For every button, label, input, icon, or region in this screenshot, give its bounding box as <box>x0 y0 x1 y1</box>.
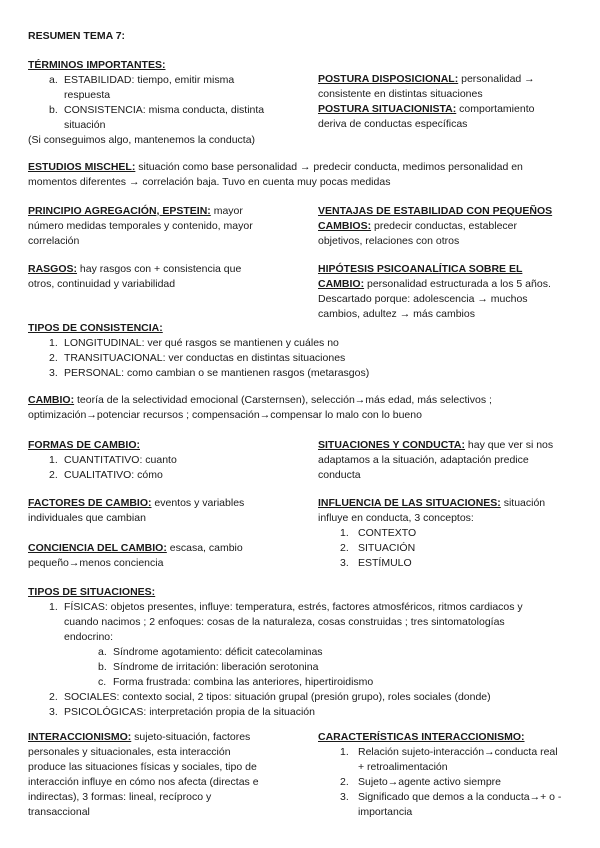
conciencia-heading: CONCIENCIA DEL CAMBIO: <box>28 542 167 554</box>
rasgos-heading: RASGOS: <box>28 263 78 275</box>
tipos-consistencia-heading: TIPOS DE CONSISTENCIA: <box>28 322 163 334</box>
factores-text: eventos y variables <box>151 497 245 509</box>
list-text: importancia <box>358 806 413 818</box>
list-item <box>28 600 583 645</box>
list-item <box>28 705 583 720</box>
list-item <box>28 453 298 468</box>
postura-disp-heading: POSTURA DISPOSICIONAL: <box>318 73 459 85</box>
list-number: a. <box>49 74 58 86</box>
mischel-text: situación como base personalidad → predecir conducta, medimos personalidad en <box>135 161 523 173</box>
list-text: PSICOLÓGICAS: interpretación propia de la situación <box>64 706 315 718</box>
list-text: ESTÍMULO <box>358 557 412 569</box>
list-item <box>28 103 298 133</box>
interaccionismo-text: personales y situacionales, esta interacción <box>28 746 231 758</box>
ventajas-text: objetivos, relaciones con otros <box>318 235 460 247</box>
list-item <box>318 790 583 820</box>
tipos-situaciones-section <box>28 585 583 720</box>
cambio-text: optimización→potenciar recursos ; compensación→compensar lo malo con lo bueno <box>28 409 422 421</box>
interaccionismo-text: interacción influye en cómo nos afecta (directas e <box>28 776 259 788</box>
situaciones-conducta-text: adaptamos a la situación, adaptación predice <box>318 454 529 466</box>
cambio-heading: CAMBIO: <box>28 394 75 406</box>
influencia-text: influye en conducta, 3 conceptos: <box>318 512 474 524</box>
postura-section <box>318 72 578 132</box>
influencia-text: situación <box>500 497 546 509</box>
list-number: 1. <box>340 527 349 539</box>
rasgos-section <box>28 262 298 292</box>
list-item <box>28 366 578 381</box>
list-number: 1. <box>49 454 58 466</box>
list-text: CUALITATIVO: cómo <box>64 469 163 481</box>
list-item <box>318 745 583 775</box>
terminos-section <box>28 58 298 148</box>
hipotesis-text: Descartado porque: adolescencia → muchos <box>318 293 528 305</box>
situaciones-conducta-heading: SITUACIONES Y CONDUCTA: <box>318 439 466 451</box>
list-number: 2. <box>49 469 58 481</box>
ventajas-heading: VENTAJAS DE ESTABILIDAD CON PEQUEÑOS <box>318 205 553 217</box>
list-text: Sujeto→agente activo siempre <box>358 776 501 788</box>
mischel-section <box>28 160 578 190</box>
terminos-heading: TÉRMINOS IMPORTANTES: <box>28 59 166 71</box>
influencia-section <box>318 496 578 571</box>
list-number: 3. <box>49 706 58 718</box>
cambio-section <box>28 393 583 423</box>
agregacion-text: correlación <box>28 235 80 247</box>
list-item <box>318 526 578 541</box>
mischel-heading: ESTUDIOS MISCHEL: <box>28 161 136 173</box>
list-number: 2. <box>49 691 58 703</box>
list-number: 3. <box>49 367 58 379</box>
factores-heading: FACTORES DE CAMBIO: <box>28 497 152 509</box>
rasgos-text: otros, continuidad y variabilidad <box>28 278 176 290</box>
factores-section <box>28 496 298 526</box>
factores-text: individuales que cambian <box>28 512 146 524</box>
agregacion-text: número medidas temporales y contenido, mayor <box>28 220 253 232</box>
list-item <box>28 660 583 675</box>
list-text: Síndrome de irritación: liberación serotonina <box>113 661 319 673</box>
list-number: a. <box>98 646 107 658</box>
list-item <box>318 541 578 556</box>
hipotesis-heading: HIPÓTESIS PSICOANALÍTICA SOBRE EL <box>318 263 523 275</box>
list-text: LONGITUDINAL: ver qué rasgos se mantienen y cuáles no <box>64 337 339 349</box>
influencia-heading: INFLUENCIA DE LAS SITUACIONES: <box>318 497 501 509</box>
conciencia-section <box>28 541 298 571</box>
interaccionismo-text: produce las situaciones físicas y sociales, tipo de <box>28 761 257 773</box>
ventajas-heading: CAMBIOS: <box>318 220 372 232</box>
hipotesis-text: cambios, adultez → más cambios <box>318 308 475 320</box>
list-number: 3. <box>340 557 349 569</box>
list-number: 1. <box>49 601 58 613</box>
postura-disp-text: consistente en distintas situaciones <box>318 88 483 100</box>
postura-sit-heading: POSTURA SITUACIONISTA: <box>318 103 457 115</box>
caracteristicas-heading: CARACTERÍSTICAS INTERACCIONISMO: <box>318 731 525 743</box>
ventajas-text: predecir conductas, establecer <box>371 220 518 232</box>
list-number: b. <box>49 104 58 116</box>
list-item <box>28 468 298 483</box>
postura-disp-text: personalidad → <box>458 73 535 85</box>
postura-sit-text: deriva de conductas específicas <box>318 118 468 130</box>
list-text: CONSISTENCIA: misma conducta, distinta <box>64 104 265 116</box>
list-number: c. <box>98 676 107 688</box>
list-text: FÍSICAS: objetos presentes, influye: temperatura, estrés, factores atmosféricos, ritmos cardiacos y <box>64 601 523 613</box>
document-title: RESUMEN TEMA 7: <box>28 30 126 42</box>
interaccionismo-heading: INTERACCIONISMO: <box>28 731 132 743</box>
list-number: b. <box>98 661 107 673</box>
list-text: PERSONAL: como cambian o se mantienen rasgos (metarasgos) <box>64 367 370 379</box>
list-text: Relación sujeto-interacción→conducta real <box>358 746 558 758</box>
conciencia-text: pequeño→menos conciencia <box>28 557 164 569</box>
list-text: TRANSITUACIONAL: ver conductas en distintas situaciones <box>64 352 346 364</box>
postura-sit-text: comportamiento <box>456 103 535 115</box>
list-item <box>28 336 578 351</box>
list-text: cuando nacimos ; 2 enfoques: cosas de la naturaleza, cosas construidas ; tres sintomatologías <box>64 616 505 628</box>
list-number: 2. <box>340 542 349 554</box>
hipotesis-section <box>318 262 578 322</box>
list-item <box>28 73 298 103</box>
caracteristicas-section <box>318 730 583 820</box>
list-text: situación <box>64 119 106 131</box>
list-number: 1. <box>49 337 58 349</box>
list-text: Síndrome agotamiento: déficit catecolaminas <box>113 646 323 658</box>
list-item <box>28 690 583 705</box>
interaccionismo-text: transaccional <box>28 806 90 818</box>
situaciones-conducta-section <box>318 438 578 483</box>
list-text: respuesta <box>64 89 111 101</box>
mischel-text: momentos diferentes → correlación baja. Tuvo en cuenta muy pocas medidas <box>28 176 391 188</box>
cambio-text: teoría de la selectividad emocional (Carsternsen), selección→más edad, más selectivos ; <box>74 394 492 406</box>
ventajas-section <box>318 204 578 249</box>
list-text: CUANTITATIVO: cuanto <box>64 454 177 466</box>
rasgos-text: hay rasgos con + consistencia que <box>77 263 242 275</box>
list-text: endocrino: <box>64 631 114 643</box>
tipos-consistencia-section <box>28 321 578 381</box>
situaciones-conducta-text: conducta <box>318 469 361 481</box>
list-text: Significado que demos a la conducta→+ o - <box>358 791 562 803</box>
list-number: 3. <box>340 791 349 803</box>
list-item <box>28 351 578 366</box>
interaccionismo-section <box>28 730 303 820</box>
hipotesis-text: personalidad estructurada a los 5 años. <box>364 278 551 290</box>
terminos-note: (Si conseguimos algo, mantenemos la conducta) <box>28 134 256 146</box>
list-item <box>318 556 578 571</box>
situaciones-conducta-text: hay que ver si nos <box>465 439 554 451</box>
interaccionismo-text: indirectas), 3 formas: lineal, recíproco y <box>28 791 212 803</box>
conciencia-text: escasa, cambio <box>166 542 243 554</box>
hipotesis-heading: CAMBIO: <box>318 278 365 290</box>
formas-heading: FORMAS DE CAMBIO: <box>28 439 140 451</box>
list-number: 2. <box>49 352 58 364</box>
tipos-situaciones-heading: TIPOS DE SITUACIONES: <box>28 586 156 598</box>
list-item <box>28 645 583 660</box>
list-text: ESTABILIDAD: tiempo, emitir misma <box>64 74 235 86</box>
list-item <box>318 775 583 790</box>
interaccionismo-text: sujeto-situación, factores <box>131 731 251 743</box>
formas-section <box>28 438 298 483</box>
agregacion-section <box>28 204 298 249</box>
list-item <box>28 675 583 690</box>
list-text: + retroalimentación <box>358 761 448 773</box>
agregacion-heading: PRINCIPIO AGREGACIÓN, EPSTEIN: <box>28 205 211 217</box>
agregacion-text: mayor <box>210 205 243 217</box>
list-text: SOCIALES: contexto social, 2 tipos: situación grupal (presión grupo), roles sociales (donde) <box>64 691 491 703</box>
list-text: CONTEXTO <box>358 527 417 539</box>
list-text: SITUACIÓN <box>358 542 416 554</box>
list-text: Forma frustrada: combina las anteriores, hipertiroidismo <box>113 676 374 688</box>
list-number: 2. <box>340 776 349 788</box>
list-number: 1. <box>340 746 349 758</box>
